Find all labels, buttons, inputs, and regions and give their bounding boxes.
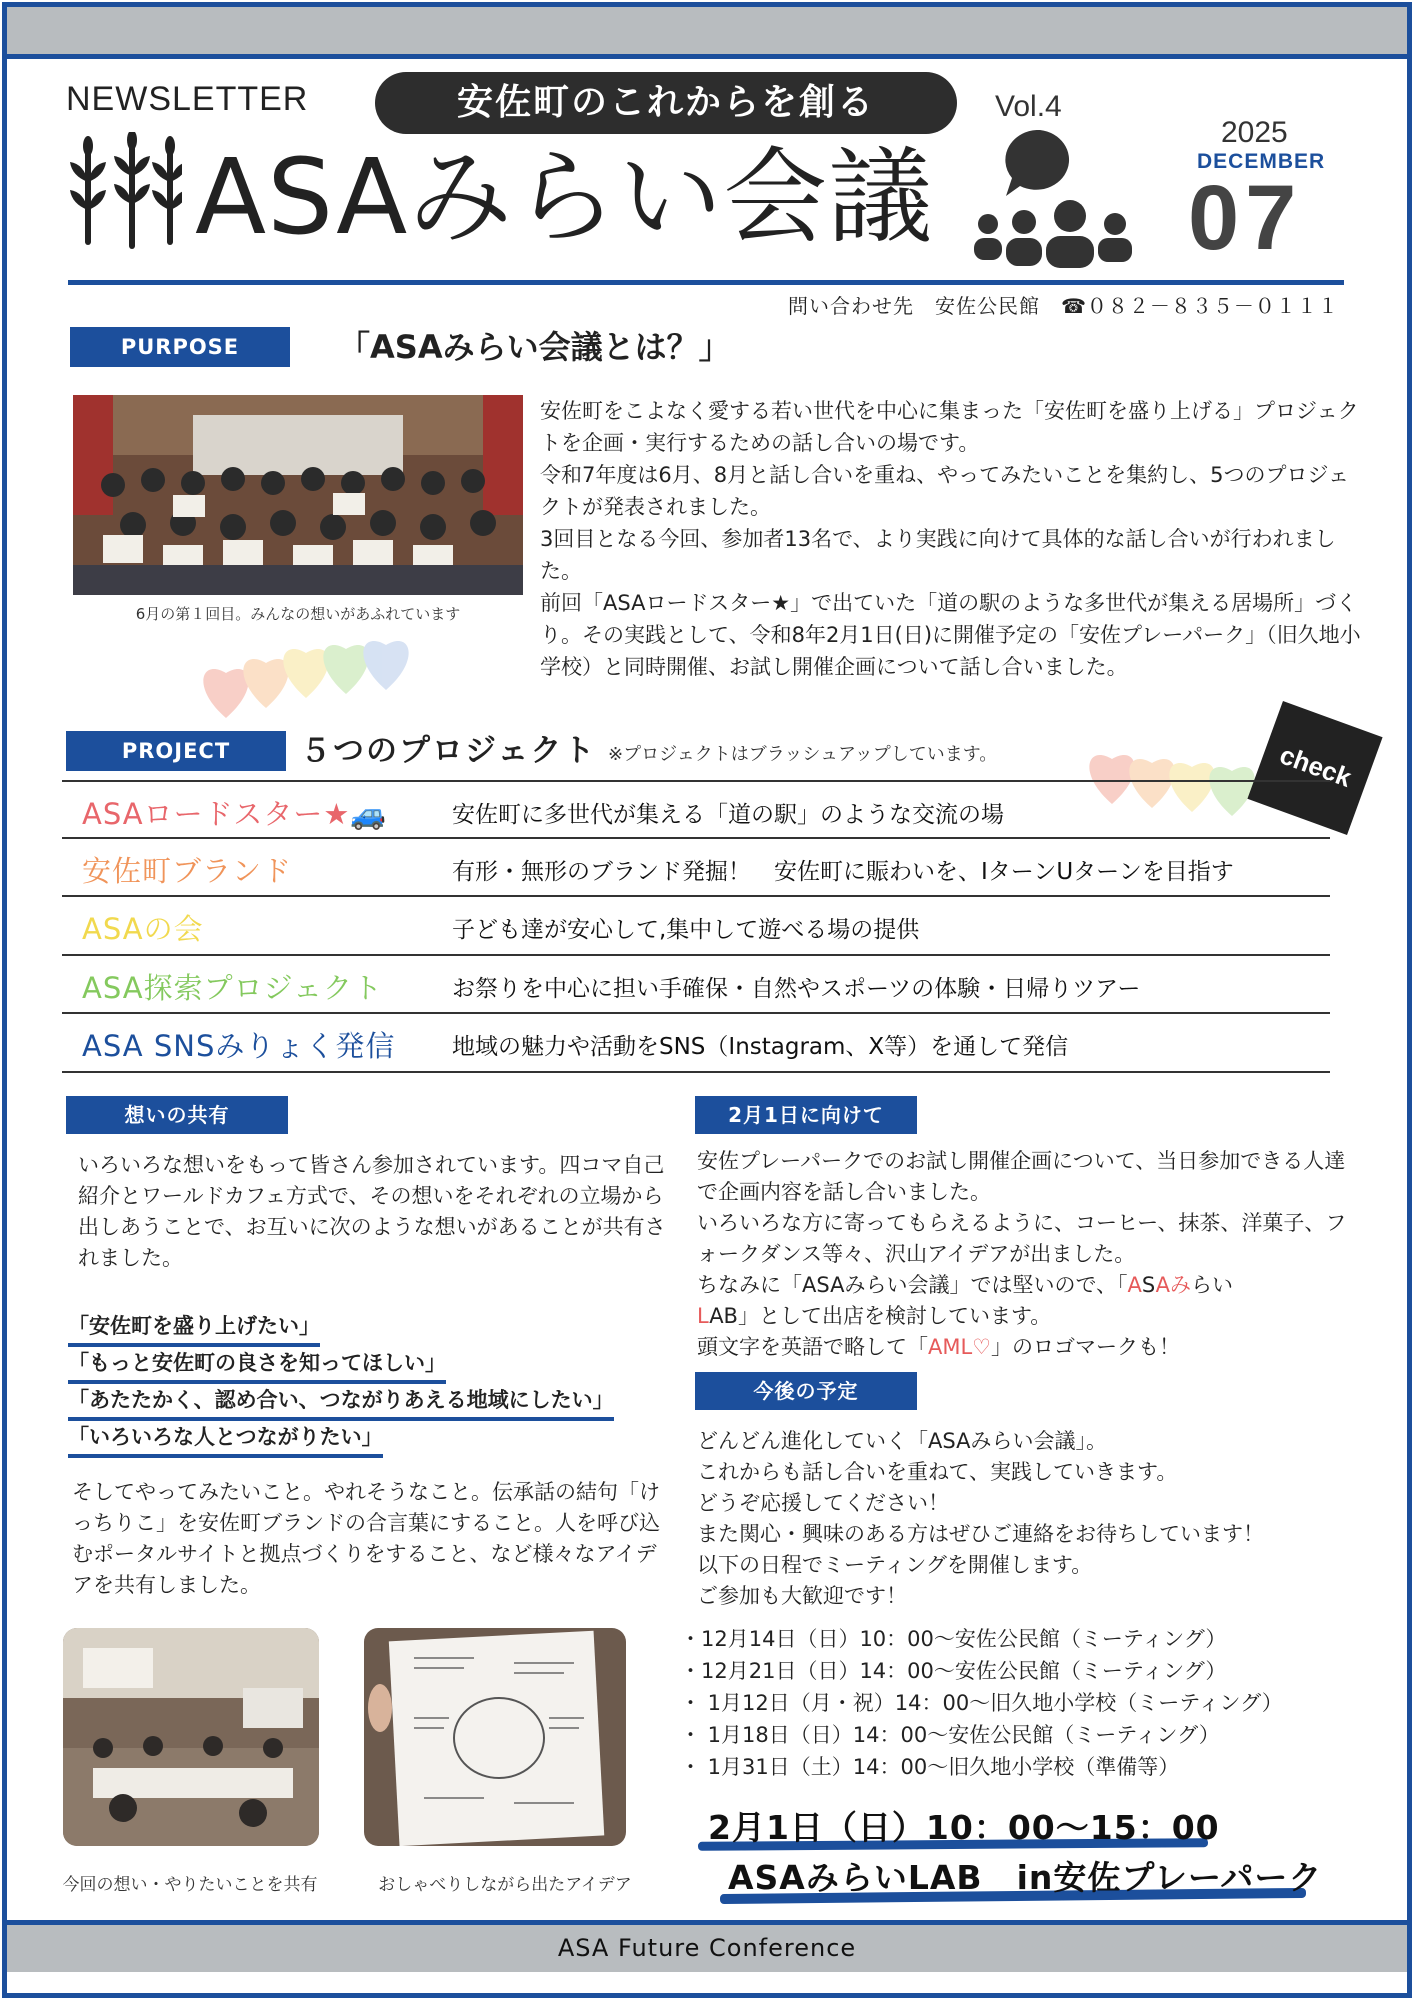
idea-sheet-photo <box>364 1628 626 1846</box>
february-tag: 2月1日に向けて <box>695 1096 917 1134</box>
project-heading: ５つのプロジェクト <box>300 733 597 769</box>
project-name: ASA探索プロジェクト <box>82 970 384 1005</box>
project-desc: 安佐町に多世代が集える「道の駅」のような交流の場 <box>452 802 1004 828</box>
sharing-intro: いろいろな想いをもって皆さん参加されています。四コマ自己紹介とワールドカフェ方式で、その想いをそれぞれの立場から出しあうことで、お互いに次のような想いがあることが共有されました。 <box>78 1153 666 1270</box>
tagline-pill: 安佐町のこれからを創る <box>375 72 957 134</box>
footer-band <box>7 1920 1407 1972</box>
quote: 「いろいろな人とつながりたい」 <box>68 1421 383 1458</box>
february-line <box>697 1270 1357 1332</box>
purpose-paragraph: 安佐町をこよなく愛する若い世代を中心に集まった「安佐町を盛り上げる」プロジェクトを企画・実行するための話し合いの場です。 <box>540 399 1359 455</box>
contact-info: 問い合わせ先 安佐公民館 ☎０８２－８３５－０１１１ <box>788 294 1339 318</box>
event-name: ASAみらいLAB in安佐プレーパーク <box>728 1858 1323 1897</box>
project-desc: 地域の魅力や活動をSNS（Instagram、X等）を通して発信 <box>452 1034 1069 1061</box>
wheat-icon <box>64 132 182 252</box>
project-table <box>62 780 1330 1073</box>
february-line: いろいろな方に寄ってもらえるように、コーヒー、抹茶、洋菓子、フォークダンス等々、沢山アイデアが出ました。 <box>697 1211 1347 1266</box>
meeting-room-photo <box>63 1628 319 1846</box>
project-name: ASAロードスター★🚙 <box>82 797 388 831</box>
project-row <box>62 897 1330 956</box>
schedule-item: ・ 1月12日（月・祝）14：00～旧久地小学校（ミーティング） <box>680 1691 1283 1715</box>
lab-letter: らい <box>1191 1273 1234 1297</box>
quote: 「安佐町を盛り上げたい」 <box>68 1310 320 1347</box>
issue-month: DECEMBER <box>1197 150 1326 173</box>
schedule-item: ・ 1月18日（日）14：00～安佐公民館（ミーティング） <box>680 1723 1220 1747</box>
project-tag: PROJECT <box>66 731 286 771</box>
lab-letter: L <box>697 1304 710 1328</box>
project-row <box>62 956 1330 1015</box>
february-line <box>697 1332 1357 1363</box>
purpose-paragraph: 前回「ASAロードスター★」で出ていた「道の駅のような多世代が集える居場所」づくり。その実践として、令和8年2月1日(日)に開催予定の「安佐プレーパーク」（旧久地小学校）と同時開催、お試し開催企画について話し合いました。 <box>540 591 1361 679</box>
schedule-list <box>680 1623 1360 1783</box>
plan-line: 以下の日程でミーティングを開催します。 <box>697 1553 1093 1577</box>
volume-label: Vol.4 <box>995 90 1062 123</box>
aml-logo-text: AML♡ <box>928 1335 992 1359</box>
purpose-paragraph: 3回目となる今回、参加者13名で、より実践に向けて具体的な話し合いが行われました。 <box>540 527 1336 583</box>
header-rule <box>68 280 1344 285</box>
lab-letter: み <box>1170 1273 1192 1297</box>
newsletter-title: ASAみらい会議 <box>195 136 934 258</box>
issue-number: 07 <box>1188 167 1303 269</box>
purpose-paragraph: 令和7年度は6月、8月と話し合いを重ね、やってみたいことを集約し、5つのプロジェクトが発表されました。 <box>540 463 1350 519</box>
lab-letter: A <box>1155 1273 1171 1297</box>
plan-line: これからも話し合いを重ねて、実践していきます。 <box>697 1460 1178 1484</box>
sharing-followup: そしてやってみたいこと。やれそうなこと。伝承話の結句「けっちりこ」を安佐町ブランドの合言葉にすること。人を呼び込むポータルサイトと拠点づくりをすること、など様々なアイデアを共有しました。 <box>72 1480 660 1597</box>
event-date: 2月1日（日）10：00～15：00 <box>708 1808 1220 1847</box>
purpose-heading: 「ASAみらい会議とは？」 <box>338 328 731 366</box>
text-span: AB」として出店を検討しています。 <box>709 1304 1052 1328</box>
check-badge: check <box>1247 701 1382 835</box>
plan-line: どうぞ応援してください！ <box>697 1491 949 1515</box>
project-name: 安佐町ブランド <box>82 853 293 888</box>
project-name: ASA SNSみりょく発信 <box>82 1029 396 1064</box>
photo-caption-right: おしゃべりしながら出たアイデア <box>378 1875 632 1895</box>
project-row <box>62 1014 1330 1073</box>
lab-letter: S <box>1141 1273 1156 1297</box>
sharing-tag: 想いの共有 <box>66 1096 288 1134</box>
february-text <box>697 1146 1357 1363</box>
sharing-quotes <box>68 1310 688 1458</box>
purpose-text <box>540 395 1370 683</box>
schedule-item: ・12月21日（日）14：00～安佐公民館（ミーティング） <box>680 1659 1227 1683</box>
project-desc: 有形・無形のブランド発掘！ 安佐町に賑わいを、IターンUターンを目指す <box>452 858 1234 885</box>
plan-line: また関心・興味のある方はぜひご連絡をお待ちしています！ <box>697 1522 1264 1546</box>
text-span: ちなみに「ASAみらい会議」では堅いので、「 <box>697 1273 1128 1297</box>
project-note: ※プロジェクトはブラッシュアップしています。 <box>608 744 998 765</box>
plan-tag: 今後の予定 <box>695 1372 917 1410</box>
project-name: ASAの会 <box>82 912 204 947</box>
quote: 「もっと安佐町の良さを知ってほしい」 <box>68 1347 446 1384</box>
footer-text: ASA Future Conference <box>557 1934 857 1962</box>
group-photo-caption: 6月の第１回目。みんなの想いがあふれています <box>135 605 461 623</box>
group-photo <box>73 395 523 595</box>
newsletter-label: NEWSLETTER <box>66 80 309 118</box>
project-desc: 子ども達が安心して,集中して遊べる場の提供 <box>452 917 920 944</box>
february-line: 安佐プレーパークでのお試し開催企画について、当日参加できる人達で企画内容を話し合いました。 <box>697 1149 1346 1204</box>
project-row <box>62 780 1330 839</box>
plan-line: ご参加も大歓迎です！ <box>697 1584 907 1608</box>
heart-decoration-icon <box>196 628 436 738</box>
quote: 「あたたかく、認め合い、つながりあえる地域にしたい」 <box>68 1384 614 1421</box>
text-span: 頭文字を英語で略して「 <box>697 1335 928 1359</box>
top-band <box>7 7 1407 59</box>
meeting-people-icon <box>970 130 1138 270</box>
project-row <box>62 839 1330 898</box>
plan-line: どんどん進化していく「ASAみらい会議」。 <box>697 1429 1107 1453</box>
purpose-tag: PURPOSE <box>70 327 290 367</box>
photo-caption-left: 今回の想い・やりたいことを共有 <box>62 1875 318 1895</box>
plan-text <box>697 1426 1357 1612</box>
lab-letter: A <box>1127 1273 1142 1297</box>
schedule-item: ・ 1月31日（土）14：00～旧久地小学校（準備等） <box>680 1755 1180 1779</box>
project-desc: お祭りを中心に担い手確保・自然やスポーツの体験・日帰りツアー <box>452 975 1141 1002</box>
schedule-item: ・12月14日（日）10：00～安佐公民館（ミーティング） <box>680 1627 1227 1651</box>
issue-year: 2025 <box>1221 116 1288 149</box>
text-span: 」のロゴマークも！ <box>991 1335 1181 1359</box>
